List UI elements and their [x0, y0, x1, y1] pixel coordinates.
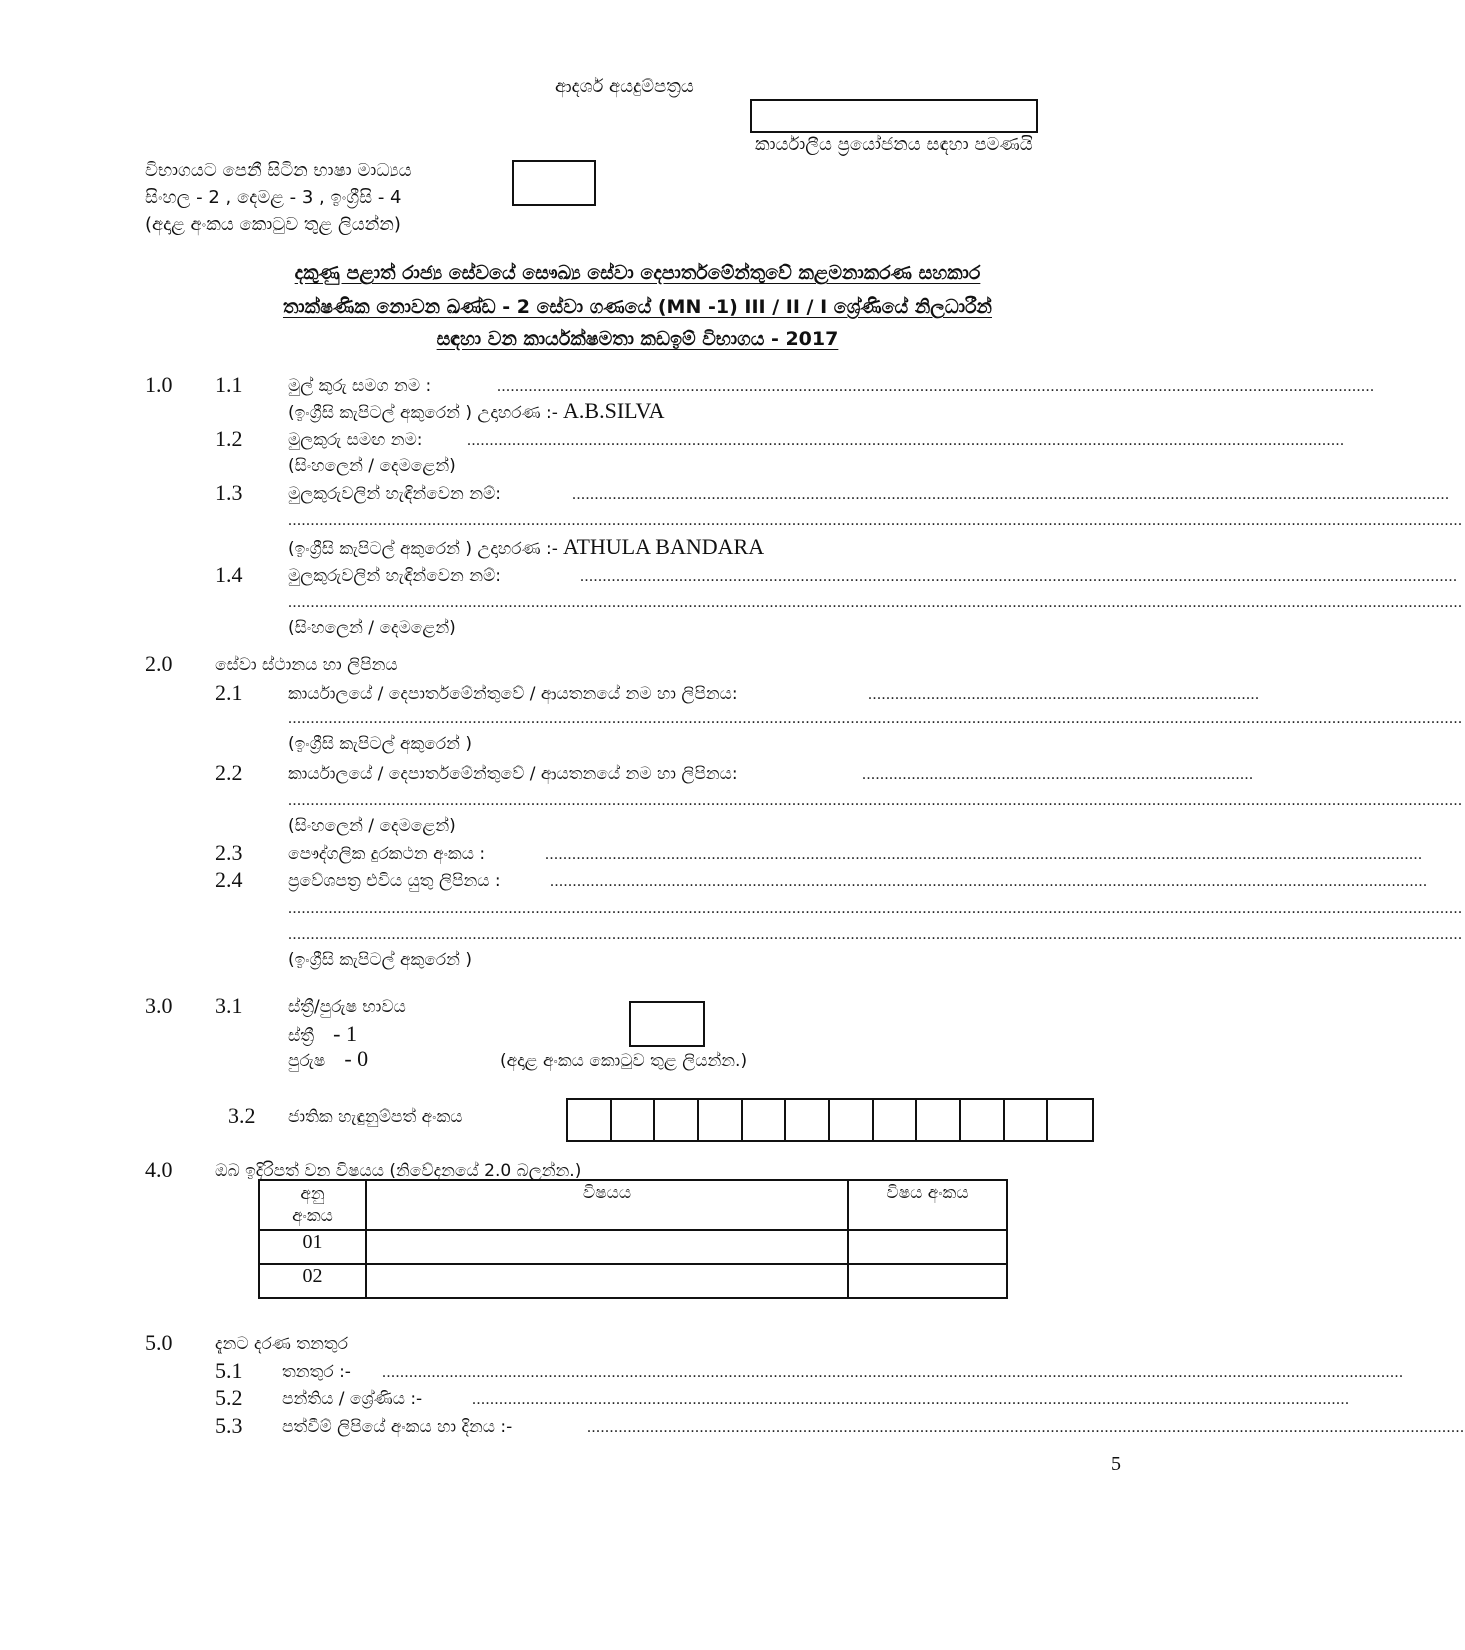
item-2-4-note: (ඉංග්‍රීසි කැපිටල් අකුරෙන් )	[288, 950, 472, 970]
table-row	[259, 1264, 1007, 1298]
item-2-2-label: කාර්යාලයේ / දෙපාර්තමේන්තුවේ / ආයතනයේ නම හා ලිපිනය:	[288, 764, 738, 784]
item-5-2-label: පන්තිය / ශ්‍රේණිය :-	[282, 1389, 423, 1409]
section-4-number: 4.0	[145, 1157, 173, 1182]
section-1-number: 1.0	[145, 372, 173, 397]
item-1-3-note-row	[288, 534, 764, 560]
item-5-2-field[interactable]: ...................................................................................................................................................................................................	[472, 1391, 1350, 1408]
item-2-3-field[interactable]: ...................................................................................................................................................................................................	[545, 846, 1423, 863]
nic-digit-cell[interactable]	[917, 1100, 961, 1140]
item-1-4-number: 1.4	[215, 562, 243, 587]
item-1-1-label: මුල් කුරු සමග නම :	[288, 376, 432, 396]
item-2-2-field-line2[interactable]: .....................................................................................................................................................................................................................................................................	[288, 792, 1463, 809]
medium-instruction: (අදාළ අංකය කොටුව තුළ ලියන්න)	[145, 214, 401, 235]
item-2-4-number: 2.4	[215, 867, 243, 892]
item-5-2-number: 5.2	[215, 1385, 243, 1410]
row-1-code-cell[interactable]	[848, 1230, 1007, 1264]
col-subject-header: විෂයය	[366, 1180, 848, 1230]
gender-box-instruction: (අදාළ අංකය කොටුව තුළ ලියන්න.)	[500, 1051, 748, 1071]
item-2-3-label: පෞද්ගලික දුරකථන අංකය :	[288, 844, 486, 864]
item-2-2-field[interactable]: .......................................................................................	[862, 766, 1254, 783]
section-5-number: 5.0	[145, 1330, 173, 1355]
item-5-1-label: තනතුර :-	[282, 1362, 351, 1382]
row-1-serial: 01	[259, 1230, 366, 1264]
nic-number-boxes	[566, 1098, 1094, 1142]
row-2-serial: 02	[259, 1264, 366, 1298]
col-code-header: විෂය අංකය	[848, 1180, 1007, 1230]
nic-digit-cell[interactable]	[612, 1100, 656, 1140]
row-2-code-cell[interactable]	[848, 1264, 1007, 1298]
item-1-3-field-line2[interactable]: .....................................................................................................................................................................................................................................................................	[288, 512, 1463, 529]
item-2-4-field[interactable]: ...................................................................................................................................................................................................	[550, 873, 1428, 890]
nic-digit-cell[interactable]	[1005, 1100, 1049, 1140]
item-2-4-field-line3[interactable]: .....................................................................................................................................................................................................................................................................	[288, 926, 1463, 943]
nic-digit-cell[interactable]	[1048, 1100, 1092, 1140]
item-1-4-label: මුලකුරුවලින් හැඳින්වෙන නම්:	[288, 566, 501, 586]
item-1-2-label: මුලකුරු සමඟ නම:	[288, 430, 423, 450]
table-row	[259, 1230, 1007, 1264]
section-3-number: 3.0	[145, 993, 173, 1018]
gender-male-row	[288, 1046, 368, 1072]
item-1-3-field[interactable]: ...................................................................................................................................................................................................	[572, 486, 1450, 503]
gender-female-code: - 1	[333, 1021, 357, 1046]
item-3-1-label: ස්ත්‍රී/පුරුෂ භාවය	[288, 997, 406, 1017]
gender-female-row	[288, 1021, 357, 1047]
office-use-box[interactable]	[750, 99, 1038, 133]
item-2-1-number: 2.1	[215, 680, 243, 705]
item-3-2-number: 3.2	[228, 1103, 256, 1128]
item-1-2-number: 1.2	[215, 426, 243, 451]
nic-digit-cell[interactable]	[655, 1100, 699, 1140]
nic-digit-cell[interactable]	[830, 1100, 874, 1140]
item-1-3-label: මුලකුරුවලින් හැඳින්වෙන නම්:	[288, 484, 501, 504]
nic-digit-cell[interactable]	[961, 1100, 1005, 1140]
item-1-4-note: (සිංහලෙන් / දෙමළෙන්)	[288, 618, 456, 638]
office-use-label: කාර්යාලීය ප්‍රයෝජනය සඳහා පමණයි	[755, 134, 1033, 155]
item-2-4-field-line2[interactable]: .....................................................................................................................................................................................................................................................................	[288, 900, 1463, 917]
section-2-heading: සේවා ස්ථානය හා ලිපිනය	[215, 655, 398, 675]
item-1-3-example: ATHULA BANDARA	[563, 534, 765, 559]
nic-digit-cell[interactable]	[786, 1100, 830, 1140]
item-1-1-number: 1.1	[215, 372, 243, 397]
item-2-2-number: 2.2	[215, 760, 243, 785]
col-serial-header-line2: අංකය	[292, 1206, 333, 1226]
item-1-1-note: (ඉංග්‍රීසි කැපිටල් අකුරෙන් ) උදාහරණ :-	[288, 403, 558, 423]
item-1-1-example: A.B.SILVA	[563, 398, 665, 423]
nic-digit-cell[interactable]	[699, 1100, 743, 1140]
medium-options: සිංහල - 2 , දෙමළ - 3 , ඉංග්‍රීසි - 4	[145, 187, 402, 208]
row-2-subject-cell[interactable]	[366, 1264, 848, 1298]
medium-code-box[interactable]	[512, 160, 596, 206]
item-3-1-number: 3.1	[215, 993, 243, 1018]
item-5-3-number: 5.3	[215, 1413, 243, 1438]
nic-label: ජාතික හැඳුනුම්පත් අංකය	[288, 1107, 463, 1127]
item-2-1-field-line2[interactable]: .....................................................................................................................................................................................................................................................................	[288, 710, 1463, 727]
item-1-3-note: (ඉංග්‍රීසි කැපිටල් අකුරෙන් ) උදාහරණ :-	[288, 539, 558, 559]
nic-digit-cell[interactable]	[874, 1100, 918, 1140]
section-2-number: 2.0	[145, 651, 173, 676]
item-2-1-field[interactable]: .......................................................................................	[868, 686, 1260, 703]
item-1-1-field[interactable]: ...................................................................................................................................................................................................	[497, 378, 1375, 395]
row-1-subject-cell[interactable]	[366, 1230, 848, 1264]
exam-title-line2: තාක්ෂණික නොවන ඛණ්ඩ - 2 සේවා ගණයේ (MN -1) III / II / I ශ්‍රේණියේ නිලධාරීන්	[282, 296, 992, 318]
item-2-2-note: (සිංහලෙන් / දෙමළෙන්)	[288, 816, 456, 836]
item-1-2-note: (සිංහලෙන් / දෙමළෙන්)	[288, 456, 456, 476]
item-1-3-number: 1.3	[215, 480, 243, 505]
nic-digit-cell[interactable]	[568, 1100, 612, 1140]
page-number: 5	[1111, 1453, 1121, 1475]
item-1-1-note-row	[288, 398, 665, 424]
item-5-1-number: 5.1	[215, 1358, 243, 1383]
application-title: ආදර්ශ අයදුම්පත්‍රය	[555, 76, 694, 97]
nic-digit-cell[interactable]	[743, 1100, 787, 1140]
section-5-heading: දැනට දරණ තනතුර	[215, 1334, 348, 1354]
item-5-3-field[interactable]: ...................................................................................................................................................................................................	[587, 1419, 1465, 1436]
item-5-1-field[interactable]: ...................................................................................................................................................................................................................................	[382, 1364, 1404, 1381]
gender-code-box[interactable]	[629, 1001, 705, 1047]
exam-title-line3: සඳහා වන කාර්යක්ෂමතා කඩඉම් විභාගය - 2017	[436, 328, 839, 350]
item-1-4-field[interactable]: ...................................................................................................................................................................................................	[580, 568, 1458, 585]
item-1-4-field-line2[interactable]: .....................................................................................................................................................................................................................................................................	[288, 594, 1463, 611]
item-2-1-label: කාර්යාලයේ / දෙපාර්තමේන්තුවේ / ආයතනයේ නම හා ලිපිනය:	[288, 684, 738, 704]
gender-female-label: ස්ත්‍රී	[288, 1026, 315, 1046]
item-2-4-label: ප්‍රවේශපත්‍ර එවිය යුතු ලිපිනය :	[288, 871, 501, 891]
item-2-1-note: (ඉංග්‍රීසි කැපිටල් අකුරෙන් )	[288, 734, 472, 754]
item-5-3-label: පත්වීම් ලිපියේ අංකය හා දිනය :-	[282, 1417, 513, 1437]
col-serial-header	[259, 1180, 366, 1230]
subject-table	[258, 1179, 1008, 1299]
col-serial-header-line1: අනු	[300, 1184, 325, 1204]
subject-table-header	[259, 1180, 1007, 1230]
exam-title-line1: දකුණු පළාත් රාජ්‍ය සේවයේ සෞඛ්‍ය සේවා දෙපාර්තමේන්තුවේ කළමනාකරණ සහකාර	[294, 262, 981, 284]
gender-male-label: පුරුෂ	[288, 1051, 326, 1071]
medium-label: විභාගයට පෙනී සිටින භාෂා මාධ්‍යය	[145, 160, 412, 181]
gender-male-code: - 0	[344, 1046, 369, 1071]
item-1-2-field[interactable]: ...................................................................................................................................................................................................	[467, 432, 1345, 449]
item-2-3-number: 2.3	[215, 840, 243, 865]
section-4-heading: ඔබ ඉදිරිපත් වන විෂයය (නිවේදනයේ 2.0 බලන්න.)	[215, 1161, 582, 1181]
